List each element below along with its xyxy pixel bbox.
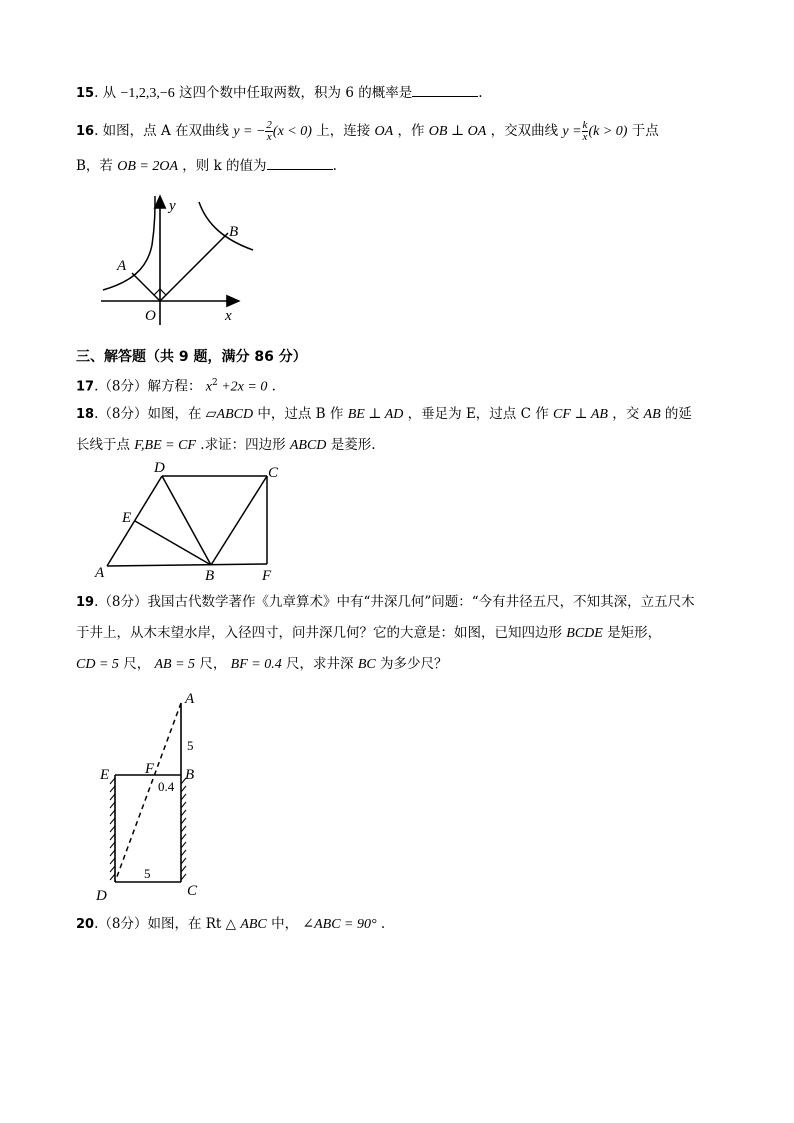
question-18-line-2: 长线于点 F,BE = CF .求证：四边形 ABCD 是菱形. (76, 437, 376, 453)
label-y: y (169, 198, 176, 214)
label-C: C (268, 465, 279, 481)
question-number: 17 (76, 379, 95, 395)
question-16-line-1: 16. 如图，点 A 在双曲线 y = − $\frac{2}{x}$ (x < 0) 上，连接 OA ，作 OB ⊥ OA ，交双曲线 y = $\frac{k}{x}$ (k > 0) 于点 (76, 119, 659, 143)
question-19-line-2: 于井上，从木末望水岸，入径四寸，问井深几何？它的大意是：如图，已知四边形 BCDE 是矩形， (76, 625, 662, 641)
question-15: 15. 从 −1,2,3,−6 这四个数中任取两数，积为 6 的概率是 . (76, 82, 483, 104)
label-F: F (262, 568, 272, 584)
label-B: B (205, 568, 215, 584)
label-A: A (95, 565, 105, 581)
fraction: $\frac{2}{x}$ (266, 119, 272, 143)
question-19-line-1: 19.（8分）我国古代数学著作《九章算术》中有“井深几何”问题：“今有井径五尺，不知其深，立五尺木 (76, 594, 695, 610)
answer-blank[interactable] (412, 82, 478, 97)
label-B: B (229, 224, 239, 240)
question-18-line-1: 18.（8分）如图，在 ▱ABCD 中，过点 B 作 BE ⊥ AD ，垂足为 E，过点 C 作 CF ⊥ AB ，交 AB 的延 (76, 406, 692, 422)
right-hyperbola-branch (199, 202, 253, 250)
label-A: A (185, 691, 195, 707)
left-hyperbola-branch (103, 196, 155, 290)
question-number: 20 (76, 917, 95, 932)
segment-AF (107, 564, 267, 566)
fraction: $\frac{k}{x}$ (582, 119, 588, 143)
label-O: O (145, 308, 156, 324)
figure-well (90, 688, 215, 903)
label-F: F (145, 761, 155, 777)
question-number: 16 (76, 124, 95, 139)
label-A: A (117, 258, 127, 274)
question-16-line-2: B，若 OB = 2OA ，则 k 的值为 . (76, 155, 337, 177)
length-BF: 0.4 (158, 779, 175, 794)
question-17: 17.（8分）解方程： $x^2 +2x = 0$ . (76, 378, 276, 395)
section-heading: 三、解答题（共 9 题，满分 86 分） (76, 349, 307, 365)
label-D: D (154, 460, 165, 476)
segment-OA (132, 273, 160, 301)
figure-parallelogram (90, 460, 290, 585)
segment-BC (211, 476, 267, 565)
segment-AD (107, 476, 162, 566)
segment-OB (160, 233, 228, 301)
label-E: E (122, 510, 132, 526)
label-E: E (100, 767, 110, 783)
answer-blank[interactable] (267, 155, 333, 170)
question-number: 19 (76, 595, 95, 610)
question-20: 20.（8分）如图，在 Rt △ ABC 中， ∠ABC = 90° . (76, 916, 386, 932)
figure-hyperbola (95, 190, 255, 330)
label-C: C (187, 883, 198, 899)
label-B: B (185, 767, 195, 783)
label-x: x (225, 308, 232, 324)
question-19-line-3: CD = 5 尺， AB = 5 尺， BF = 0.4 尺，求井深 BC 为多少尺？ (76, 656, 448, 672)
question-number: 15 (76, 86, 95, 101)
length-AB: 5 (187, 738, 194, 753)
label-D: D (96, 888, 107, 903)
length-DC: 5 (144, 866, 151, 881)
question-number: 18 (76, 407, 95, 422)
